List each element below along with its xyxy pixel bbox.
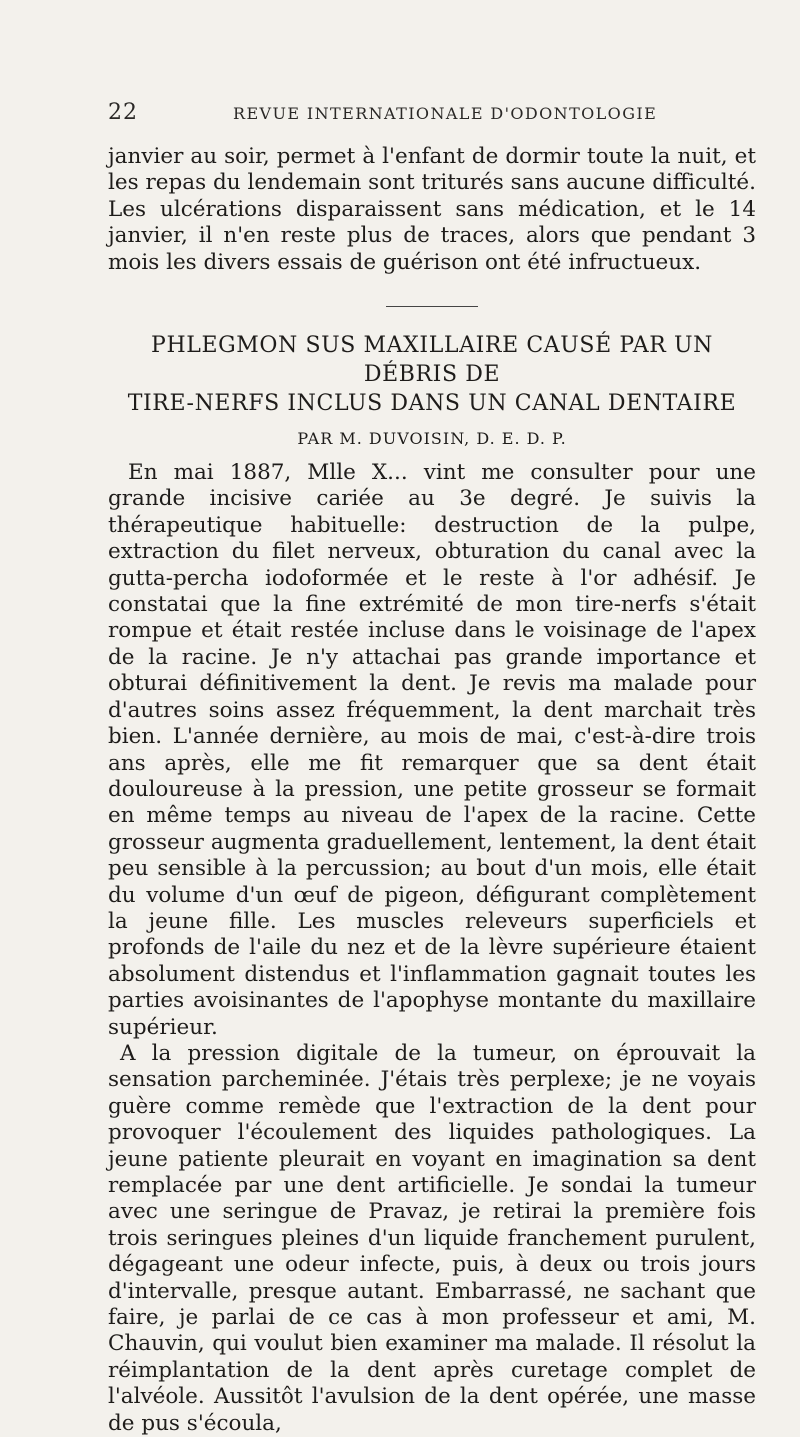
journal-title: REVUE INTERNATIONALE D'ODONTOLOGIE xyxy=(233,104,658,123)
article-title xyxy=(108,331,756,418)
article-title-line-2: TIRE-NERFS INCLUS DANS UN CANAL DENTAIRE xyxy=(127,391,737,417)
body-paragraph-2: A la pression digitale de la tumeur, on éprouvait la sensation parcheminée. J'étais très perplexe; je ne voyais guère comme remède que l'extraction de la dent pour provoquer l'écoulement des liquides pathologiques. La jeune patiente pleurait en voyant en imagination sa dent remplacée par une dent artificielle. Je sondai la tumeur avec une seringue de Pravaz, je retirai la première fois trois seringues pleines d'un liquide franchement purulent, dégageant une odeur infecte, puis, à deux ou trois jours d'intervalle, presque autant. Embarrassé, ne sachant que faire, je parlai de ce cas à mon professeur et ami, M. Chauvin, qui voulut bien examiner ma malade. Il résolut la réimplantation de la dent après curetage complet de l'alvéole. Aussitôt l'avulsion de la dent opérée, une masse de pus s'écoula, xyxy=(108,1040,756,1436)
page-number: 22 xyxy=(108,100,138,125)
article-title-line-1: PHLEGMON SUS MAXILLAIRE CAUSÉ PAR UN DÉBRIS DE xyxy=(151,333,713,388)
section-divider xyxy=(386,306,478,307)
body-paragraph-1: En mai 1887, Mlle X... vint me consulter pour une grande incisive cariée au 3e degré. Je suivis la thérapeutique habituelle: destruction de la pulpe, extraction du filet nerveux, obturation du canal avec la gutta-percha iodoformée et le reste à l'or adhésif. Je constatai que la fine extrémité de mon tire-nerfs s'était rompue et était restée incluse dans le voisinage de l'apex de la racine. Je n'y attachai pas grande importance et obturai définitivement la dent. Je revis ma malade pour d'autres soins assez fréquemment, la dent marchait très bien. L'année dernière, au mois de mai, c'est-à-dire trois ans après, elle me fit remarquer que sa dent était douloureuse à la pression, une petite grosseur se formait en même temps au niveau de l'apex de la racine. Cette grosseur augmenta graduellement, lentement, la dent était peu sensible à la percussion; au bout d'un mois, elle était du volume d'un œuf de pigeon, défigurant complètement la jeune fille. Les muscles releveurs superficiels et profonds de l'aile du nez et de la lèvre supérieure étaient absolument distendus et l'inflammation gagnait toutes les parties avoisinantes de l'apophyse montante du maxillaire supérieur. xyxy=(108,460,756,1040)
running-head xyxy=(108,100,756,130)
article-byline: PAR M. DUVOISIN, D. E. D. P. xyxy=(297,429,567,449)
continuation-paragraph: janvier au soir, permet à l'enfant de dormir toute la nuit, et les repas du lendemain sont triturés sans aucune difficulté. Les ulcérations disparaissent sans médication, et le 14 janvier, il n'en reste plus de traces, alors que pendant 3 mois les divers essais de guérison ont été infructueux. xyxy=(108,144,756,275)
book-page xyxy=(108,100,756,1437)
